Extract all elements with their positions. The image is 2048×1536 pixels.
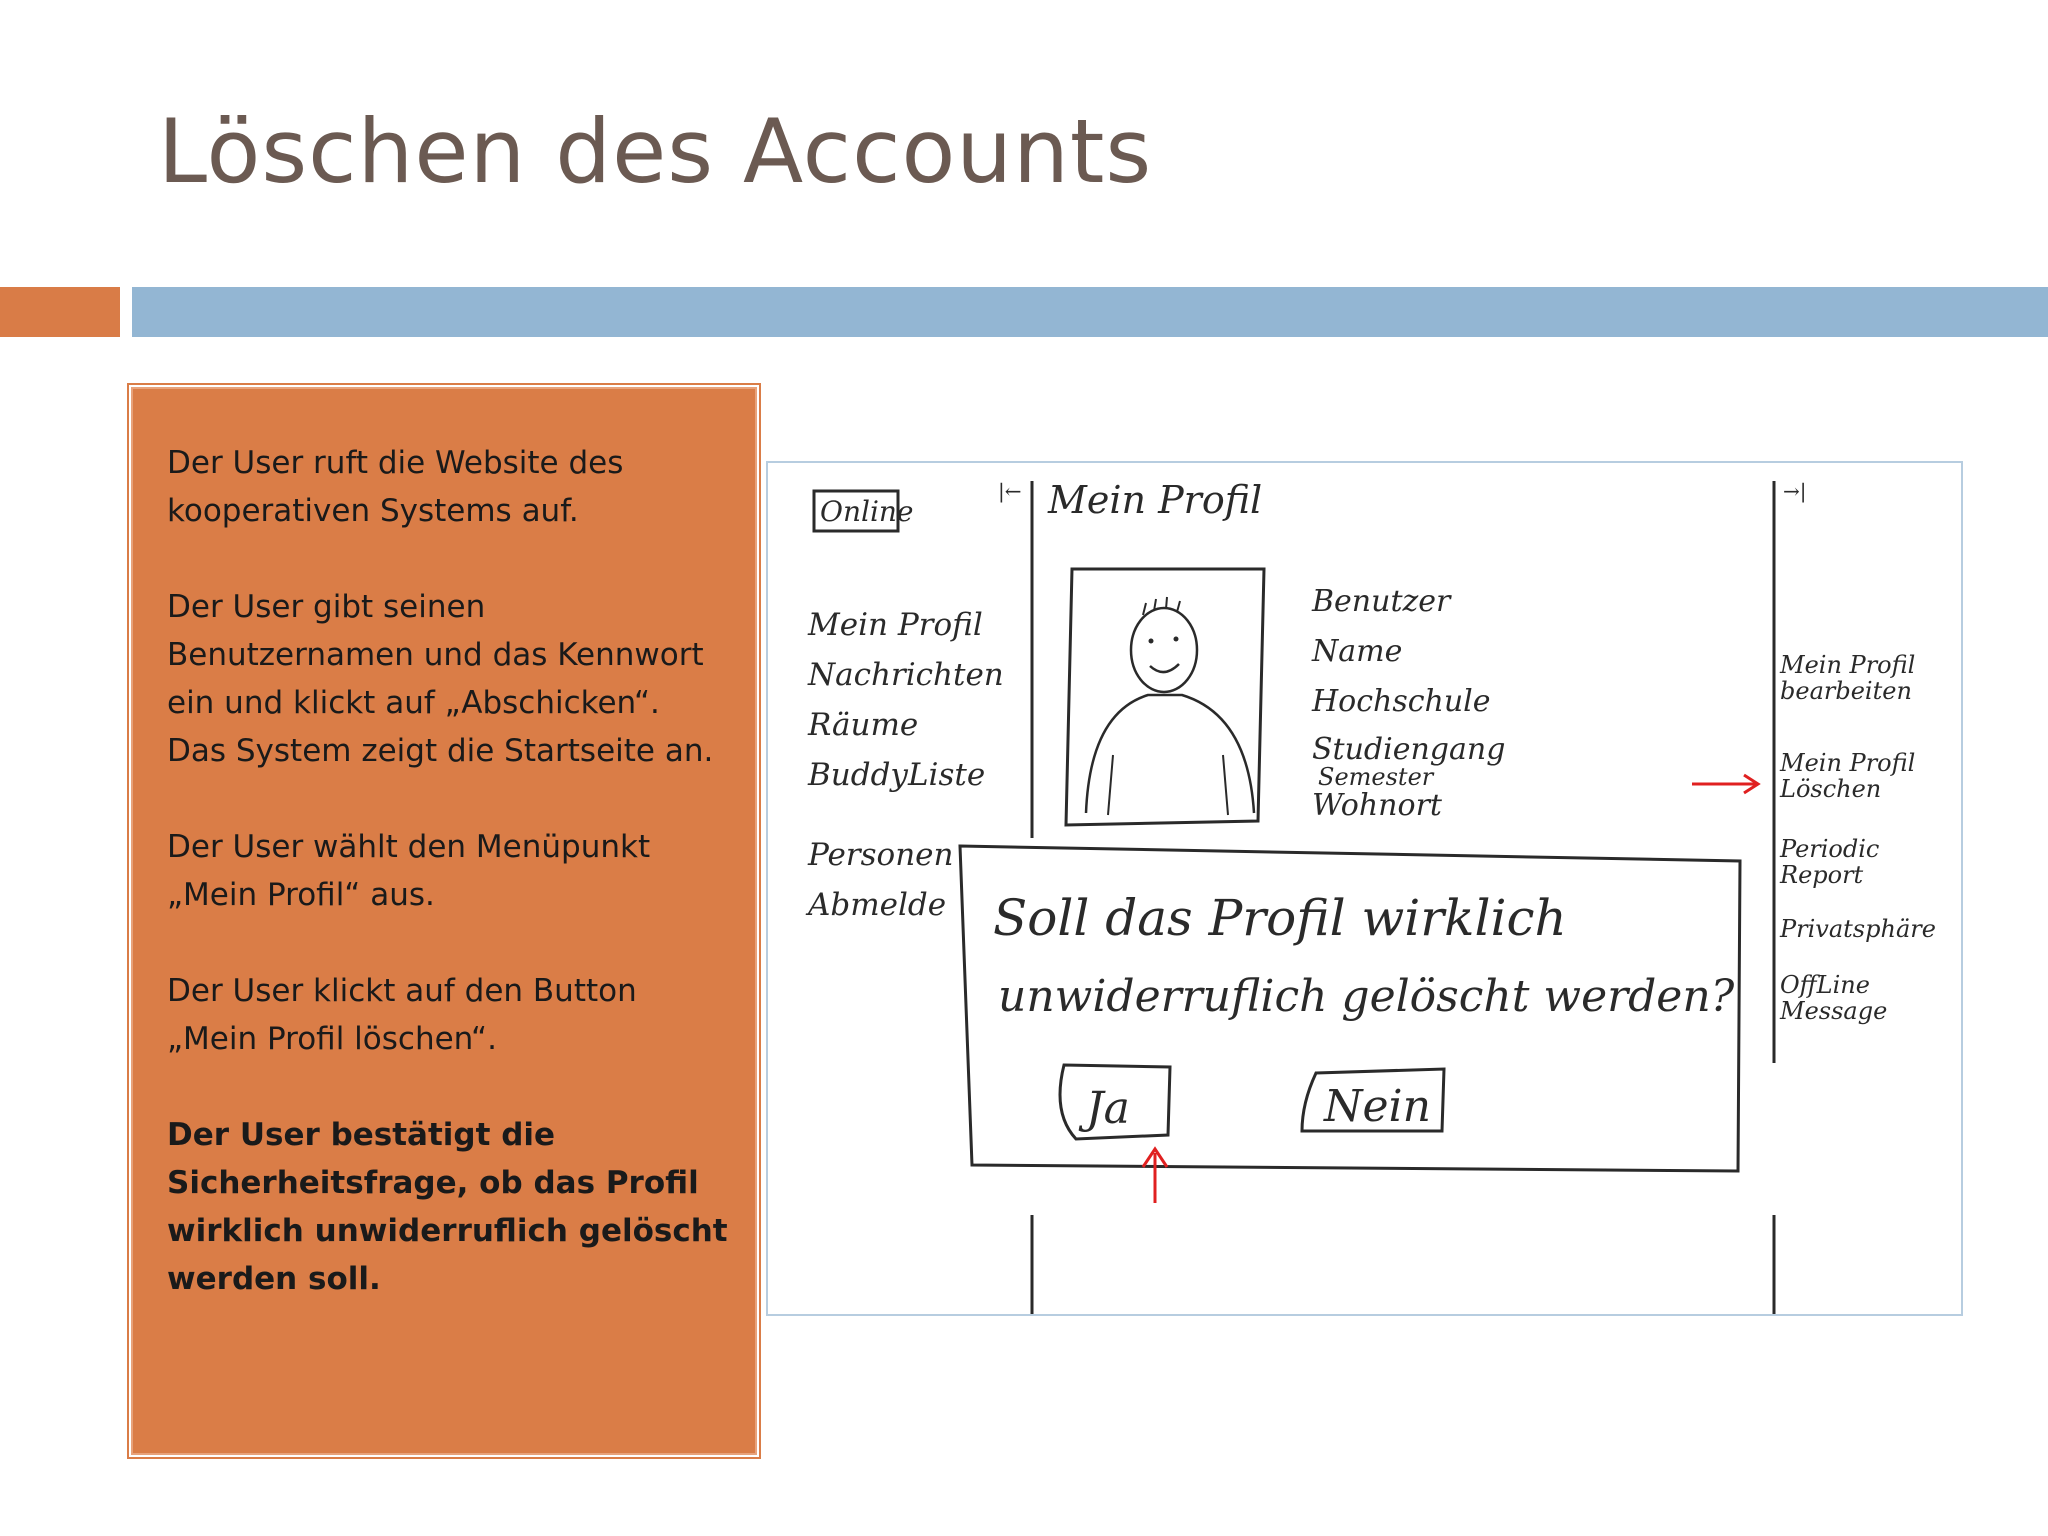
- slide-title: Löschen des Accounts: [158, 100, 1153, 203]
- right-menu-delete-line2[interactable]: Löschen: [1780, 775, 1882, 803]
- page-heading: Mein Profil: [1048, 478, 1263, 522]
- field-label-benutzer: Benutzer: [1312, 584, 1451, 619]
- confirm-question-line1: Soll das Profil wirklich: [993, 889, 1567, 947]
- right-menu-report-line1[interactable]: Periodic: [1780, 835, 1880, 863]
- right-menu-offline-line2[interactable]: Message: [1780, 997, 1888, 1025]
- confirm-question-line2: unwiderruflich gelöscht werden?: [998, 971, 1735, 1022]
- paper-prototype-sketch: [766, 461, 1963, 1316]
- scenario-text-box: [131, 387, 757, 1455]
- step-4: Der User klickt auf den Button „Mein Profil löschen“.: [167, 973, 637, 1057]
- step-1: Der User ruft die Website des kooperativen Systems auf.: [167, 445, 624, 529]
- confirm-no-label: Nein: [1324, 1081, 1431, 1132]
- left-menu-item-abmelden[interactable]: Abmelde: [808, 887, 947, 923]
- avatar-drawing-icon: [1086, 597, 1254, 815]
- sketch-drawing: [768, 463, 1961, 1314]
- step-2: Der User gibt seinen Benutzernamen und das Kennwort ein und klickt auf „Abschicken“. Das System zeigt die Startseite an.: [167, 589, 714, 769]
- right-menu-offline-line1[interactable]: OffLine: [1780, 971, 1870, 999]
- right-menu-privacy[interactable]: Privatsphäre: [1780, 915, 1936, 943]
- step-5-current: Der User bestätigt die Sicherheitsfrage, ob das Profil wirklich unwiderruflich gelöscht werden soll.: [167, 1117, 728, 1297]
- field-label-studiengang: Studiengang: [1312, 732, 1506, 767]
- right-menu-edit-line1[interactable]: Mein Profil: [1780, 651, 1916, 679]
- collapse-right-icon[interactable]: →|: [1783, 479, 1807, 503]
- annotation-arrow-right-icon: [1692, 775, 1758, 793]
- title-accent-bar-orange: [0, 287, 120, 337]
- title-accent-bar-blue: [132, 287, 2048, 337]
- field-label-name: Name: [1312, 634, 1403, 669]
- confirm-yes-label: Ja: [1086, 1083, 1130, 1134]
- collapse-left-icon[interactable]: |←: [998, 479, 1022, 503]
- left-menu-item-buddyliste[interactable]: BuddyListe: [808, 757, 986, 793]
- step-3: Der User wählt den Menüpunkt „Mein Profil“ aus.: [167, 829, 651, 913]
- online-label: Online: [820, 495, 914, 528]
- field-label-wohnort: Wohnort: [1312, 788, 1442, 823]
- field-label-hochschule: Hochschule: [1312, 684, 1491, 719]
- right-menu-delete-line1[interactable]: Mein Profil: [1780, 749, 1916, 777]
- right-menu-edit-line2[interactable]: bearbeiten: [1780, 677, 1912, 705]
- left-menu-item-nachrichten[interactable]: Nachrichten: [808, 657, 1004, 693]
- scenario-steps: [167, 439, 737, 1351]
- left-menu-item-raeume[interactable]: Räume: [808, 707, 919, 743]
- left-menu-item-personen[interactable]: Personen: [808, 837, 954, 873]
- field-label-semester: Semester: [1318, 763, 1434, 791]
- left-menu-item-mein-profil[interactable]: Mein Profil: [808, 607, 983, 643]
- right-menu-report-line2[interactable]: Report: [1780, 861, 1864, 889]
